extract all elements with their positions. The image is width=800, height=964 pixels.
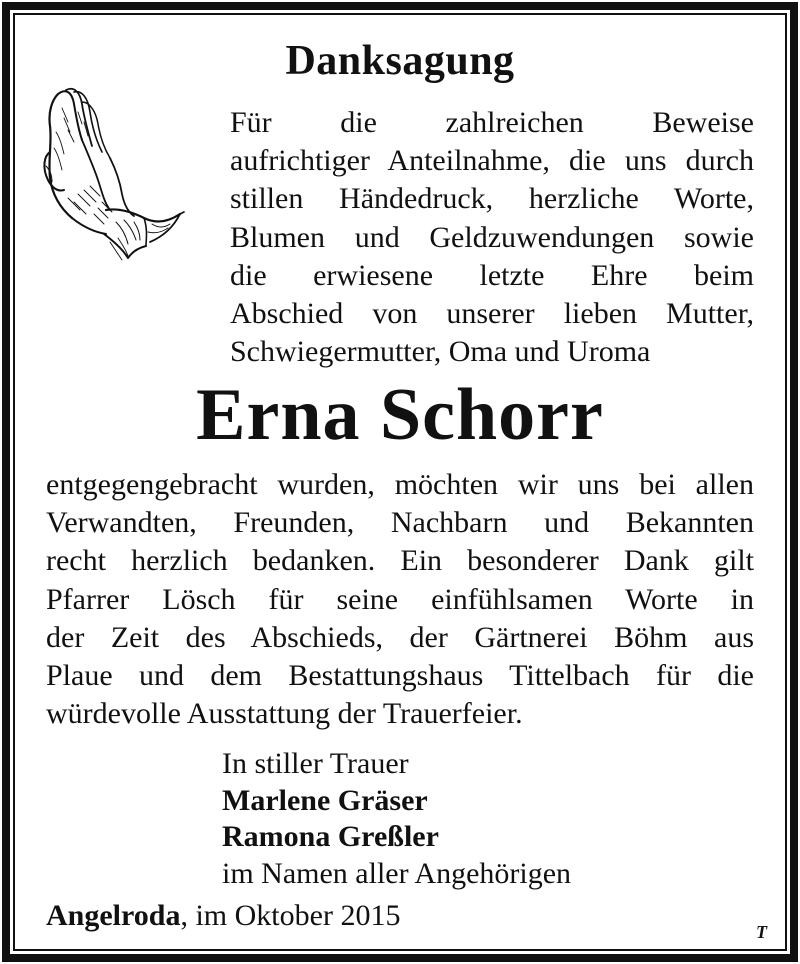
body-line: Verwandten, Freunden, Nachbarn und Bekannten xyxy=(46,506,754,540)
place-date-line xyxy=(46,898,400,934)
body-line: Pfarrer Lösch für seine einfühlsamen Worte in xyxy=(46,582,754,616)
intro-line: aufrichtiger Anteilnahme, die uns durch xyxy=(230,144,754,178)
intro-line: Abschied von unserer lieben Mutter, xyxy=(230,297,754,331)
intro-line: Für die zahlreichen Beweise xyxy=(230,106,754,139)
deceased-name: Erna Schorr xyxy=(196,374,604,456)
intro-paragraph xyxy=(230,104,754,371)
intro-line: stillen Händedruck, herzliche Worte, xyxy=(230,182,754,216)
body-line: Plaue und dem Bestattungshaus Tittelbach für die xyxy=(46,659,754,693)
intro-line: Schwiegermutter, Oma und Uroma xyxy=(230,335,651,369)
page-title: Danksagung xyxy=(285,38,515,84)
body-line: würdevolle Ausstattung der Trauerfeier. xyxy=(46,697,523,731)
body-line: der Zeit des Abschieds, der Gärtnerei Böhm aus xyxy=(46,620,754,654)
intro-line: die erwiesene letzte Ehre beim xyxy=(230,258,754,292)
praying-hands-icon xyxy=(38,82,188,267)
body-paragraph xyxy=(46,466,754,733)
mourner-name: Ramona Greßler xyxy=(222,820,439,853)
body-line: entgegengebracht wurden, möchten wir uns bei allen xyxy=(46,468,754,501)
date-text: , im Oktober 2015 xyxy=(180,899,401,932)
publisher-mark: T xyxy=(756,922,767,942)
signature-block xyxy=(222,746,571,892)
on-behalf-line: im Namen aller Angehörigen xyxy=(222,856,572,890)
mourning-line: In stiller Trauer xyxy=(222,747,409,780)
intro-line: Blumen und Geldzuwendungen sowie xyxy=(230,220,754,254)
mourner-name: Marlene Gräser xyxy=(222,783,428,817)
body-line: recht herzlich bedanken. Ein besonderer Dank gilt xyxy=(46,544,754,578)
place-name: Angelroda xyxy=(46,899,181,932)
